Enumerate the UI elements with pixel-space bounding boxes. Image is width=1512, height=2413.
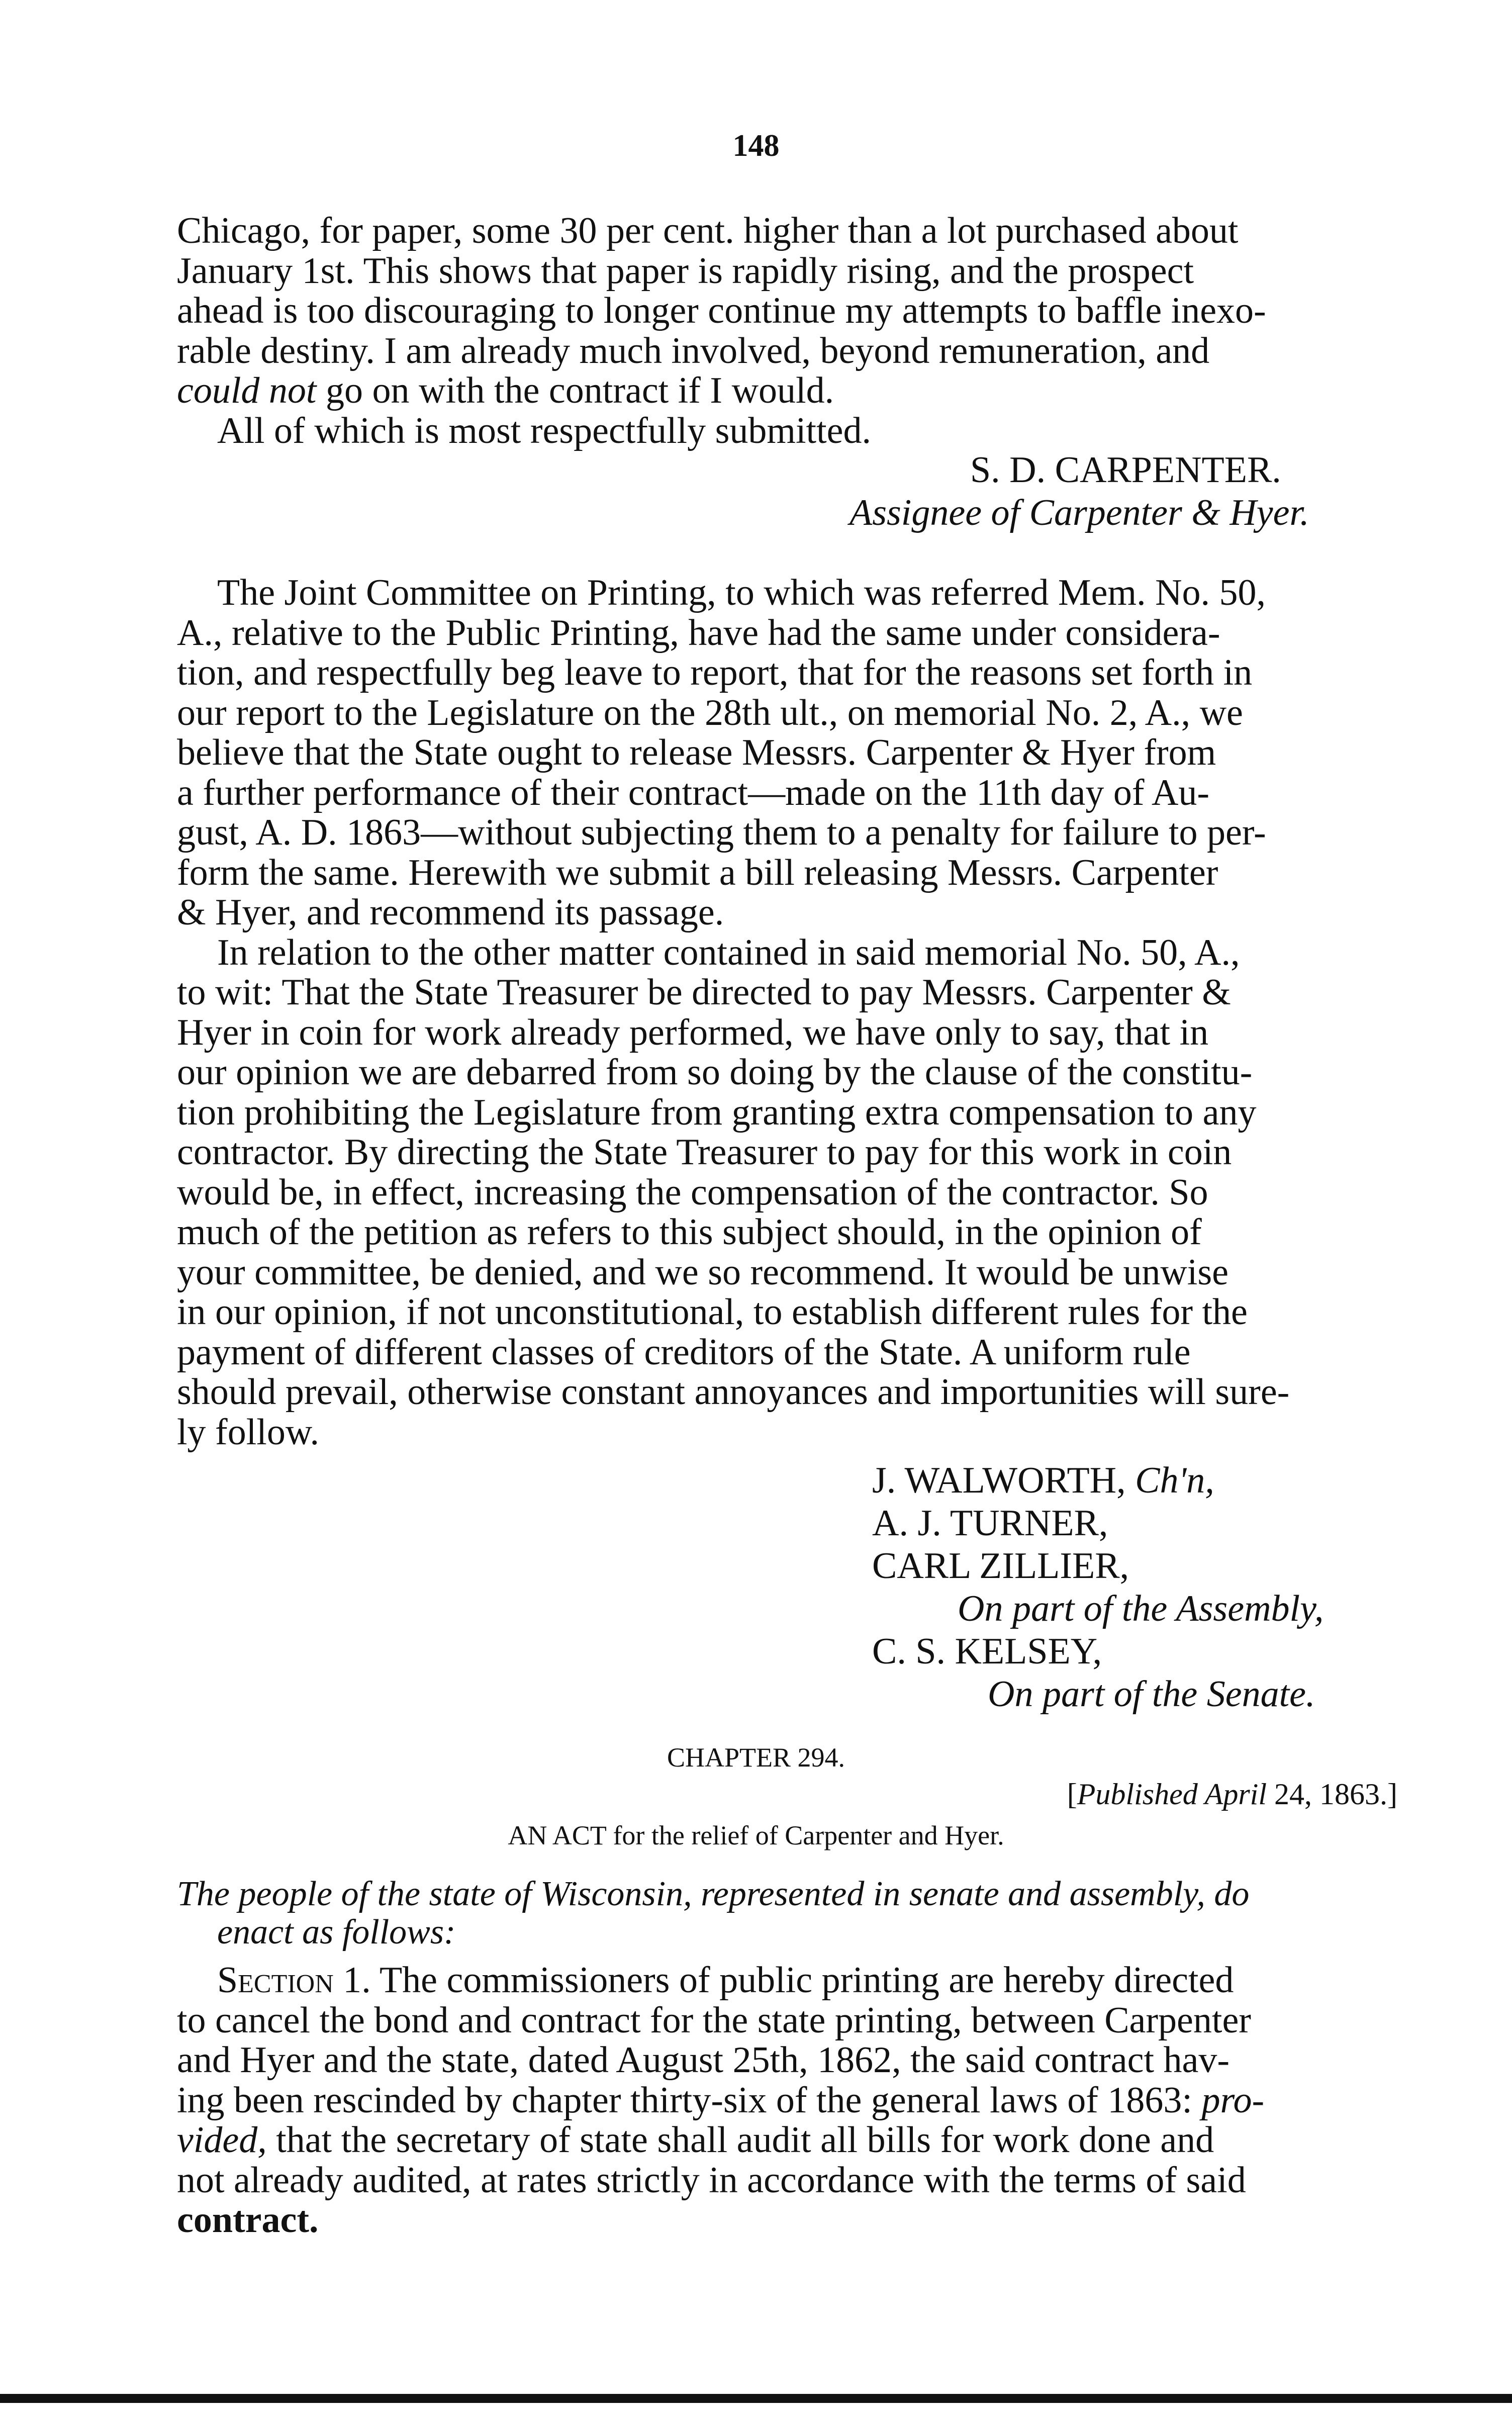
published-label: Published April (1077, 1778, 1267, 1811)
text-line: In relation to the other matter contained in said memorial No. 50, A., (217, 932, 1240, 973)
bracket: ] (1387, 1778, 1397, 1811)
italic-phrase: pro- (1201, 2079, 1265, 2121)
text-fragment: that the secretary of state shall audit all bills for work done and (266, 2119, 1214, 2161)
text-line: our opinion we are debarred from so doing by the clause of the constitu- (177, 1052, 1253, 1093)
text-line: ly follow. (177, 1411, 319, 1453)
signer-role: Ch'n, (1135, 1460, 1214, 1501)
text-line: The people of the state of Wisconsin, represented in senate and assembly, do (177, 1875, 1250, 1913)
text-line: much of the petition as refers to this subject should, in the opinion of (177, 1212, 1202, 1253)
bottom-rule (0, 2394, 1512, 2403)
italic-phrase: could not (177, 370, 317, 411)
enacting-clause (177, 1875, 1419, 1952)
text-line: Hyer in coin for work already performed, we have only to say, that in (177, 1011, 1209, 1053)
section-label: Section 1. (217, 1960, 371, 2001)
text-line: tion prohibiting the Legislature from granting extra compensation to any (177, 1091, 1257, 1133)
text-line (177, 2081, 1419, 2121)
page-number: 148 (732, 129, 780, 163)
text-line: A., relative to the Public Printing, have had the same under considera- (177, 612, 1220, 654)
section-1 (177, 1961, 1419, 2241)
senate-line: On part of the Senate. (988, 1674, 1315, 1715)
text-line: in our opinion, if not unconstitutional, to establish different rules for the (177, 1291, 1248, 1333)
text-line (177, 1961, 1419, 2001)
text-fragment: The commissioners of public printing are hereby directed (379, 1960, 1234, 2001)
text-line: should prevail, otherwise constant annoyances and importunities will sure- (177, 1371, 1290, 1413)
signature-turner: A. J. TURNER, (872, 1503, 1108, 1544)
italic-phrase: vided, (177, 2119, 267, 2161)
text-line: gust, A. D. 1863—without subjecting them to a penalty for failure to per- (177, 812, 1266, 853)
text-line (177, 371, 1419, 411)
text-line: & Hyer, and recommend its passage. (177, 892, 724, 933)
text-line (177, 2120, 1419, 2161)
text-line: contractor. By directing the State Treasurer to pay for this work in coin (177, 1132, 1232, 1173)
text-line: rable destiny. I am already much involved, beyond remuneration, and (177, 330, 1210, 372)
text-line: form the same. Herewith we submit a bill releasing Messrs. Carpenter (177, 852, 1218, 893)
text-line: The Joint Committee on Printing, to which was referred Mem. No. 50, (217, 572, 1266, 613)
chapter-heading: CHAPTER 294. (667, 1742, 845, 1773)
signature-kelsey: C. S. KELSEY, (872, 1631, 1102, 1672)
signature-title: Assignee of Carpenter & Hyer. (849, 492, 1309, 533)
text-line: ahead is too discouraging to longer continue my attempts to baffle inexo- (177, 290, 1266, 331)
signature-zillier: CARL ZILLIER, (872, 1545, 1129, 1587)
text-fragment: ing been rescinded by chapter thirty-six of the general laws of 1863: (177, 2079, 1192, 2121)
text-line: would be, in effect, increasing the compensation of the contractor. So (177, 1171, 1208, 1213)
text-line: enact as follows: (217, 1913, 456, 1952)
text-line: to wit: That the State Treasurer be directed to pay Messrs. Carpenter & (177, 972, 1231, 1013)
text-line: not already audited, at rates strictly in accordance with the terms of said (177, 2159, 1246, 2201)
text-line: to cancel the bond and contract for the state printing, between Carpenter (177, 1999, 1251, 2041)
published-date: 24, 1863. (1267, 1778, 1388, 1811)
publication-note (1067, 1777, 1397, 1812)
text-line: our report to the Legislature on the 28th ult., on memorial No. 2, A., we (177, 692, 1243, 733)
letter-paragraph (177, 211, 1419, 451)
act-title: AN ACT for the relief of Carpenter and Hyer. (508, 1820, 1004, 1850)
text-line: payment of different classes of creditors of the State. A uniform rule (177, 1331, 1191, 1373)
signature-walworth (872, 1460, 1214, 1501)
text-line: a further performance of their contract—made on the 11th day of Au- (177, 772, 1210, 813)
bracket: [ (1067, 1778, 1077, 1811)
assembly-line: On part of the Assembly, (958, 1588, 1324, 1629)
text-line: January 1st. This shows that paper is rapidly rising, and the prospect (177, 250, 1194, 292)
text-line: and Hyer and the state, dated August 25th, 1862, the said contract hav- (177, 2039, 1230, 2081)
text-line: contract. (177, 2199, 319, 2241)
text-line: Chicago, for paper, some 30 per cent. higher than a lot purchased about (177, 210, 1239, 251)
text-fragment: go on with the contract if I would. (316, 370, 834, 411)
signature-name: S. D. CARPENTER. (970, 449, 1281, 491)
committee-report (177, 573, 1419, 1452)
closing-line: All of which is most respectfully submitted. (217, 410, 871, 451)
text-line: tion, and respectfully beg leave to report, that for the reasons set forth in (177, 652, 1253, 693)
signer-name: J. WALWORTH, (872, 1460, 1136, 1501)
text-line: your committee, be denied, and we so recommend. It would be unwise (177, 1251, 1228, 1293)
text-line: believe that the State ought to release Messrs. Carpenter & Hyer from (177, 732, 1216, 773)
